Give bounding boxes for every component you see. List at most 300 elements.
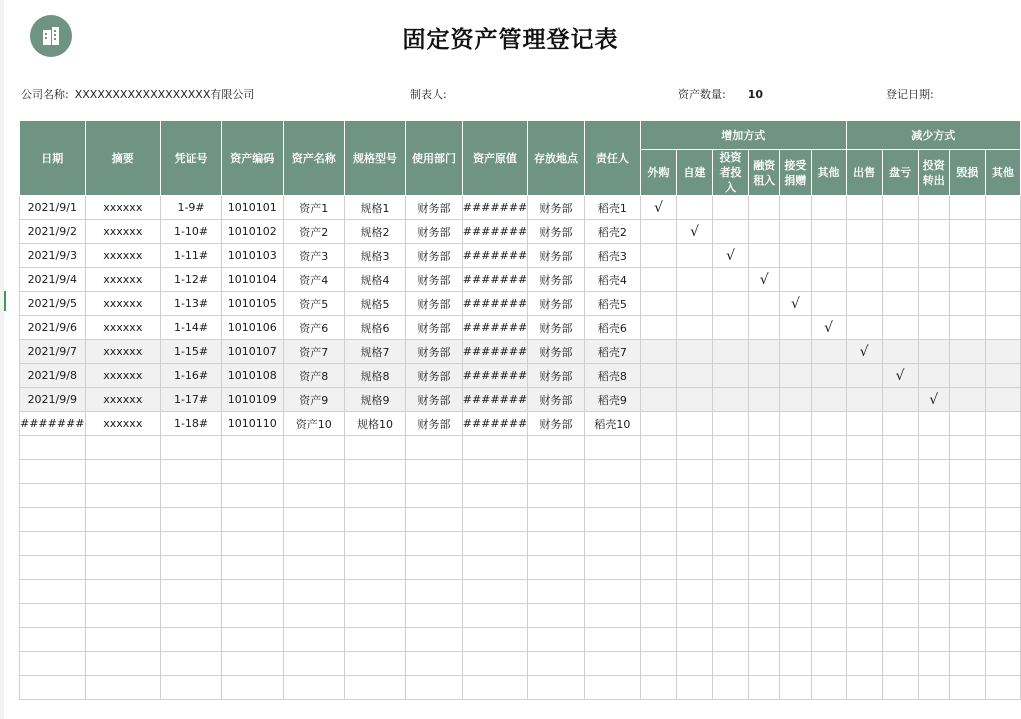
empty-cell[interactable]	[344, 604, 405, 628]
count-value[interactable]: 10	[747, 88, 764, 101]
empty-cell[interactable]	[406, 508, 463, 532]
empty-cell[interactable]	[161, 436, 222, 460]
cell-method[interactable]	[811, 292, 846, 316]
cell-method[interactable]	[882, 364, 918, 388]
empty-cell[interactable]	[749, 604, 780, 628]
cell-method[interactable]	[641, 388, 677, 412]
cell-method[interactable]	[713, 340, 749, 364]
empty-cell[interactable]	[780, 484, 811, 508]
empty-cell[interactable]	[749, 676, 780, 700]
cell-method[interactable]	[985, 316, 1020, 340]
empty-cell[interactable]	[780, 436, 811, 460]
cell-method[interactable]	[749, 364, 780, 388]
empty-cell[interactable]	[20, 628, 86, 652]
empty-cell[interactable]	[85, 508, 161, 532]
empty-cell[interactable]	[641, 604, 677, 628]
cell-method[interactable]	[949, 292, 985, 316]
cell-method[interactable]	[641, 292, 677, 316]
cell-spec[interactable]: 规格7	[344, 340, 405, 364]
empty-cell[interactable]	[882, 604, 918, 628]
empty-cell[interactable]	[85, 436, 161, 460]
cell-method[interactable]	[641, 196, 677, 220]
empty-cell[interactable]	[811, 532, 846, 556]
empty-cell[interactable]	[811, 436, 846, 460]
cell-method[interactable]	[882, 316, 918, 340]
empty-cell[interactable]	[528, 532, 585, 556]
cell-method[interactable]	[846, 388, 882, 412]
empty-cell[interactable]	[161, 484, 222, 508]
empty-cell[interactable]	[283, 484, 344, 508]
cell-name[interactable]: 资产2	[283, 220, 344, 244]
cell-method[interactable]	[780, 340, 811, 364]
empty-cell[interactable]	[713, 508, 749, 532]
cell-code[interactable]: 1010101	[222, 196, 284, 220]
empty-cell[interactable]	[882, 436, 918, 460]
empty-cell[interactable]	[918, 460, 949, 484]
cell-method[interactable]	[749, 340, 780, 364]
cell-method[interactable]	[882, 196, 918, 220]
cell-location[interactable]: 财务部	[528, 268, 585, 292]
empty-cell[interactable]	[846, 580, 882, 604]
empty-cell[interactable]	[283, 532, 344, 556]
empty-cell[interactable]	[749, 628, 780, 652]
cell-method[interactable]	[811, 244, 846, 268]
empty-cell[interactable]	[641, 508, 677, 532]
empty-cell[interactable]	[222, 556, 284, 580]
cell-voucher[interactable]: 1-14#	[161, 316, 222, 340]
empty-cell[interactable]	[780, 676, 811, 700]
cell-date[interactable]: 2021/9/4	[20, 268, 86, 292]
cell-method[interactable]	[713, 388, 749, 412]
empty-cell[interactable]	[283, 676, 344, 700]
cell-method[interactable]	[846, 196, 882, 220]
cell-method[interactable]	[918, 268, 949, 292]
cell-method[interactable]	[882, 340, 918, 364]
empty-cell[interactable]	[222, 484, 284, 508]
cell-value[interactable]: #######	[462, 340, 528, 364]
cell-method[interactable]	[811, 388, 846, 412]
empty-cell[interactable]	[985, 532, 1020, 556]
cell-location[interactable]: 财务部	[528, 364, 585, 388]
cell-value[interactable]: #######	[462, 412, 528, 436]
empty-cell[interactable]	[846, 676, 882, 700]
empty-cell[interactable]	[406, 484, 463, 508]
empty-cell[interactable]	[20, 652, 86, 676]
empty-cell[interactable]	[749, 460, 780, 484]
empty-cell[interactable]	[528, 580, 585, 604]
empty-cell[interactable]	[85, 484, 161, 508]
empty-cell[interactable]	[677, 652, 713, 676]
empty-cell[interactable]	[918, 532, 949, 556]
empty-cell[interactable]	[918, 484, 949, 508]
empty-cell[interactable]	[846, 436, 882, 460]
cell-method[interactable]	[677, 244, 713, 268]
cell-spec[interactable]: 规格6	[344, 316, 405, 340]
cell-date[interactable]: 2021/9/6	[20, 316, 86, 340]
empty-cell[interactable]	[918, 676, 949, 700]
cell-method[interactable]	[641, 340, 677, 364]
cell-method[interactable]	[949, 244, 985, 268]
empty-cell[interactable]	[20, 556, 86, 580]
empty-cell[interactable]	[749, 580, 780, 604]
cell-method[interactable]	[677, 316, 713, 340]
empty-cell[interactable]	[677, 676, 713, 700]
cell-name[interactable]: 资产1	[283, 196, 344, 220]
empty-cell[interactable]	[846, 508, 882, 532]
empty-cell[interactable]	[20, 676, 86, 700]
cell-voucher[interactable]: 1-16#	[161, 364, 222, 388]
cell-dept[interactable]: 财务部	[406, 316, 463, 340]
cell-method[interactable]	[985, 412, 1020, 436]
cell-method[interactable]	[811, 196, 846, 220]
cell-method[interactable]	[918, 244, 949, 268]
cell-voucher[interactable]: 1-12#	[161, 268, 222, 292]
cell-method[interactable]	[985, 340, 1020, 364]
empty-cell[interactable]	[641, 532, 677, 556]
empty-cell[interactable]	[949, 436, 985, 460]
cell-method[interactable]	[918, 292, 949, 316]
cell-method[interactable]	[985, 364, 1020, 388]
cell-code[interactable]: 1010106	[222, 316, 284, 340]
empty-cell[interactable]	[344, 676, 405, 700]
cell-method[interactable]	[641, 220, 677, 244]
empty-cell[interactable]	[85, 652, 161, 676]
empty-cell[interactable]	[882, 556, 918, 580]
empty-cell[interactable]	[283, 436, 344, 460]
empty-cell[interactable]	[949, 676, 985, 700]
empty-cell[interactable]	[949, 628, 985, 652]
empty-cell[interactable]	[985, 676, 1020, 700]
empty-cell[interactable]	[283, 604, 344, 628]
cell-method[interactable]	[846, 412, 882, 436]
cell-method[interactable]	[918, 316, 949, 340]
cell-method[interactable]	[780, 364, 811, 388]
cell-method[interactable]	[713, 244, 749, 268]
empty-cell[interactable]	[811, 628, 846, 652]
empty-cell[interactable]	[713, 532, 749, 556]
empty-cell[interactable]	[846, 628, 882, 652]
empty-cell[interactable]	[918, 580, 949, 604]
empty-cell[interactable]	[882, 484, 918, 508]
empty-cell[interactable]	[462, 484, 528, 508]
cell-method[interactable]	[985, 244, 1020, 268]
cell-method[interactable]	[780, 316, 811, 340]
empty-cell[interactable]	[780, 628, 811, 652]
cell-value[interactable]: #######	[462, 316, 528, 340]
cell-summary[interactable]: xxxxxx	[85, 412, 161, 436]
empty-cell[interactable]	[641, 556, 677, 580]
empty-cell[interactable]	[677, 508, 713, 532]
empty-cell[interactable]	[641, 628, 677, 652]
empty-cell[interactable]	[528, 604, 585, 628]
empty-cell[interactable]	[584, 532, 640, 556]
empty-cell[interactable]	[20, 484, 86, 508]
empty-cell[interactable]	[584, 652, 640, 676]
cell-method[interactable]	[918, 340, 949, 364]
empty-cell[interactable]	[677, 460, 713, 484]
empty-cell[interactable]	[161, 532, 222, 556]
empty-cell[interactable]	[677, 580, 713, 604]
empty-cell[interactable]	[344, 580, 405, 604]
cell-method[interactable]	[846, 220, 882, 244]
cell-owner[interactable]: 稻壳1	[584, 196, 640, 220]
empty-cell[interactable]	[462, 532, 528, 556]
cell-code[interactable]: 1010108	[222, 364, 284, 388]
cell-name[interactable]: 资产4	[283, 268, 344, 292]
cell-code[interactable]: 1010109	[222, 388, 284, 412]
empty-cell[interactable]	[344, 436, 405, 460]
empty-cell[interactable]	[780, 460, 811, 484]
cell-location[interactable]: 财务部	[528, 292, 585, 316]
empty-cell[interactable]	[584, 676, 640, 700]
cell-name[interactable]: 资产5	[283, 292, 344, 316]
empty-cell[interactable]	[406, 652, 463, 676]
empty-cell[interactable]	[780, 580, 811, 604]
cell-method[interactable]	[918, 196, 949, 220]
cell-method[interactable]	[780, 220, 811, 244]
empty-cell[interactable]	[528, 652, 585, 676]
cell-summary[interactable]: xxxxxx	[85, 340, 161, 364]
empty-cell[interactable]	[85, 532, 161, 556]
empty-cell[interactable]	[882, 628, 918, 652]
empty-cell[interactable]	[406, 460, 463, 484]
empty-cell[interactable]	[749, 532, 780, 556]
cell-spec[interactable]: 规格1	[344, 196, 405, 220]
cell-summary[interactable]: xxxxxx	[85, 196, 161, 220]
cell-method[interactable]	[846, 268, 882, 292]
empty-cell[interactable]	[344, 508, 405, 532]
empty-cell[interactable]	[584, 484, 640, 508]
cell-dept[interactable]: 财务部	[406, 196, 463, 220]
empty-cell[interactable]	[846, 532, 882, 556]
cell-owner[interactable]: 稻壳5	[584, 292, 640, 316]
empty-cell[interactable]	[462, 556, 528, 580]
cell-method[interactable]	[918, 388, 949, 412]
cell-method[interactable]	[749, 244, 780, 268]
cell-value[interactable]: #######	[462, 292, 528, 316]
cell-method[interactable]	[985, 292, 1020, 316]
cell-method[interactable]	[641, 268, 677, 292]
empty-cell[interactable]	[406, 676, 463, 700]
empty-cell[interactable]	[713, 676, 749, 700]
cell-method[interactable]	[641, 412, 677, 436]
empty-cell[interactable]	[713, 556, 749, 580]
cell-method[interactable]	[949, 316, 985, 340]
empty-cell[interactable]	[20, 436, 86, 460]
cell-method[interactable]	[985, 388, 1020, 412]
empty-cell[interactable]	[949, 460, 985, 484]
cell-dept[interactable]: 财务部	[406, 220, 463, 244]
empty-cell[interactable]	[811, 484, 846, 508]
empty-cell[interactable]	[344, 460, 405, 484]
empty-cell[interactable]	[918, 508, 949, 532]
cell-method[interactable]	[780, 292, 811, 316]
empty-cell[interactable]	[462, 508, 528, 532]
cell-location[interactable]: 财务部	[528, 412, 585, 436]
empty-cell[interactable]	[677, 532, 713, 556]
empty-cell[interactable]	[811, 460, 846, 484]
empty-cell[interactable]	[161, 676, 222, 700]
empty-cell[interactable]	[85, 556, 161, 580]
cell-method[interactable]	[949, 268, 985, 292]
empty-cell[interactable]	[222, 580, 284, 604]
cell-method[interactable]	[780, 412, 811, 436]
cell-summary[interactable]: xxxxxx	[85, 364, 161, 388]
empty-cell[interactable]	[985, 436, 1020, 460]
empty-cell[interactable]	[641, 652, 677, 676]
empty-cell[interactable]	[882, 676, 918, 700]
cell-method[interactable]	[749, 268, 780, 292]
cell-method[interactable]	[846, 316, 882, 340]
empty-cell[interactable]	[406, 532, 463, 556]
empty-cell[interactable]	[222, 652, 284, 676]
empty-cell[interactable]	[882, 532, 918, 556]
empty-cell[interactable]	[462, 580, 528, 604]
empty-cell[interactable]	[780, 556, 811, 580]
cell-spec[interactable]: 规格9	[344, 388, 405, 412]
cell-value[interactable]: #######	[462, 364, 528, 388]
empty-cell[interactable]	[985, 484, 1020, 508]
cell-dept[interactable]: 财务部	[406, 364, 463, 388]
empty-cell[interactable]	[20, 460, 86, 484]
empty-cell[interactable]	[584, 580, 640, 604]
cell-method[interactable]	[713, 292, 749, 316]
cell-location[interactable]: 财务部	[528, 340, 585, 364]
empty-cell[interactable]	[406, 556, 463, 580]
empty-cell[interactable]	[161, 652, 222, 676]
empty-cell[interactable]	[641, 676, 677, 700]
empty-cell[interactable]	[846, 460, 882, 484]
cell-method[interactable]	[780, 244, 811, 268]
cell-code[interactable]: 1010104	[222, 268, 284, 292]
cell-method[interactable]	[713, 268, 749, 292]
empty-cell[interactable]	[811, 508, 846, 532]
empty-cell[interactable]	[462, 460, 528, 484]
cell-date[interactable]: 2021/9/7	[20, 340, 86, 364]
cell-method[interactable]	[882, 244, 918, 268]
cell-name[interactable]: 资产10	[283, 412, 344, 436]
empty-cell[interactable]	[222, 628, 284, 652]
cell-method[interactable]	[918, 412, 949, 436]
cell-method[interactable]	[811, 316, 846, 340]
cell-location[interactable]: 财务部	[528, 220, 585, 244]
empty-cell[interactable]	[949, 580, 985, 604]
cell-method[interactable]	[846, 364, 882, 388]
cell-method[interactable]	[985, 220, 1020, 244]
cell-method[interactable]	[713, 316, 749, 340]
cell-value[interactable]: #######	[462, 268, 528, 292]
empty-cell[interactable]	[344, 484, 405, 508]
empty-cell[interactable]	[882, 580, 918, 604]
cell-dept[interactable]: 财务部	[406, 244, 463, 268]
empty-cell[interactable]	[713, 628, 749, 652]
cell-method[interactable]	[882, 220, 918, 244]
cell-method[interactable]	[749, 412, 780, 436]
cell-method[interactable]	[641, 364, 677, 388]
cell-owner[interactable]: 稻壳2	[584, 220, 640, 244]
cell-voucher[interactable]: 1-10#	[161, 220, 222, 244]
cell-location[interactable]: 财务部	[528, 316, 585, 340]
empty-cell[interactable]	[406, 580, 463, 604]
empty-cell[interactable]	[641, 580, 677, 604]
cell-spec[interactable]: 规格10	[344, 412, 405, 436]
cell-spec[interactable]: 规格8	[344, 364, 405, 388]
cell-method[interactable]	[949, 412, 985, 436]
cell-name[interactable]: 资产9	[283, 388, 344, 412]
cell-method[interactable]	[811, 364, 846, 388]
cell-method[interactable]	[918, 220, 949, 244]
empty-cell[interactable]	[406, 436, 463, 460]
empty-cell[interactable]	[20, 604, 86, 628]
cell-voucher[interactable]: 1-13#	[161, 292, 222, 316]
cell-method[interactable]	[677, 292, 713, 316]
empty-cell[interactable]	[713, 580, 749, 604]
cell-method[interactable]	[713, 220, 749, 244]
cell-method[interactable]	[918, 364, 949, 388]
empty-cell[interactable]	[677, 556, 713, 580]
cell-owner[interactable]: 稻壳6	[584, 316, 640, 340]
cell-value[interactable]: #######	[462, 196, 528, 220]
empty-cell[interactable]	[344, 532, 405, 556]
empty-cell[interactable]	[780, 652, 811, 676]
empty-cell[interactable]	[20, 580, 86, 604]
empty-cell[interactable]	[85, 676, 161, 700]
empty-cell[interactable]	[780, 508, 811, 532]
cell-dept[interactable]: 财务部	[406, 412, 463, 436]
cell-method[interactable]	[949, 388, 985, 412]
cell-method[interactable]	[811, 412, 846, 436]
cell-method[interactable]	[846, 292, 882, 316]
cell-owner[interactable]: 稻壳8	[584, 364, 640, 388]
empty-cell[interactable]	[584, 460, 640, 484]
cell-method[interactable]	[713, 196, 749, 220]
empty-cell[interactable]	[584, 628, 640, 652]
cell-code[interactable]: 1010107	[222, 340, 284, 364]
cell-method[interactable]	[882, 412, 918, 436]
cell-method[interactable]	[882, 268, 918, 292]
cell-method[interactable]	[882, 388, 918, 412]
empty-cell[interactable]	[20, 508, 86, 532]
empty-cell[interactable]	[20, 532, 86, 556]
empty-cell[interactable]	[462, 436, 528, 460]
cell-method[interactable]	[749, 196, 780, 220]
cell-method[interactable]	[713, 412, 749, 436]
cell-location[interactable]: 财务部	[528, 244, 585, 268]
cell-code[interactable]: 1010103	[222, 244, 284, 268]
cell-value[interactable]: #######	[462, 244, 528, 268]
empty-cell[interactable]	[749, 484, 780, 508]
cell-date[interactable]: #######	[20, 412, 86, 436]
empty-cell[interactable]	[85, 460, 161, 484]
empty-cell[interactable]	[406, 628, 463, 652]
company-value[interactable]: XXXXXXXXXXXXXXXXXX有限公司	[74, 88, 255, 101]
empty-cell[interactable]	[713, 460, 749, 484]
cell-method[interactable]	[780, 388, 811, 412]
empty-cell[interactable]	[749, 652, 780, 676]
empty-cell[interactable]	[222, 508, 284, 532]
empty-cell[interactable]	[985, 580, 1020, 604]
cell-spec[interactable]: 规格3	[344, 244, 405, 268]
empty-cell[interactable]	[222, 676, 284, 700]
empty-cell[interactable]	[918, 628, 949, 652]
empty-cell[interactable]	[161, 460, 222, 484]
empty-cell[interactable]	[918, 652, 949, 676]
empty-cell[interactable]	[283, 580, 344, 604]
empty-cell[interactable]	[949, 556, 985, 580]
empty-cell[interactable]	[749, 508, 780, 532]
empty-cell[interactable]	[584, 436, 640, 460]
cell-summary[interactable]: xxxxxx	[85, 220, 161, 244]
